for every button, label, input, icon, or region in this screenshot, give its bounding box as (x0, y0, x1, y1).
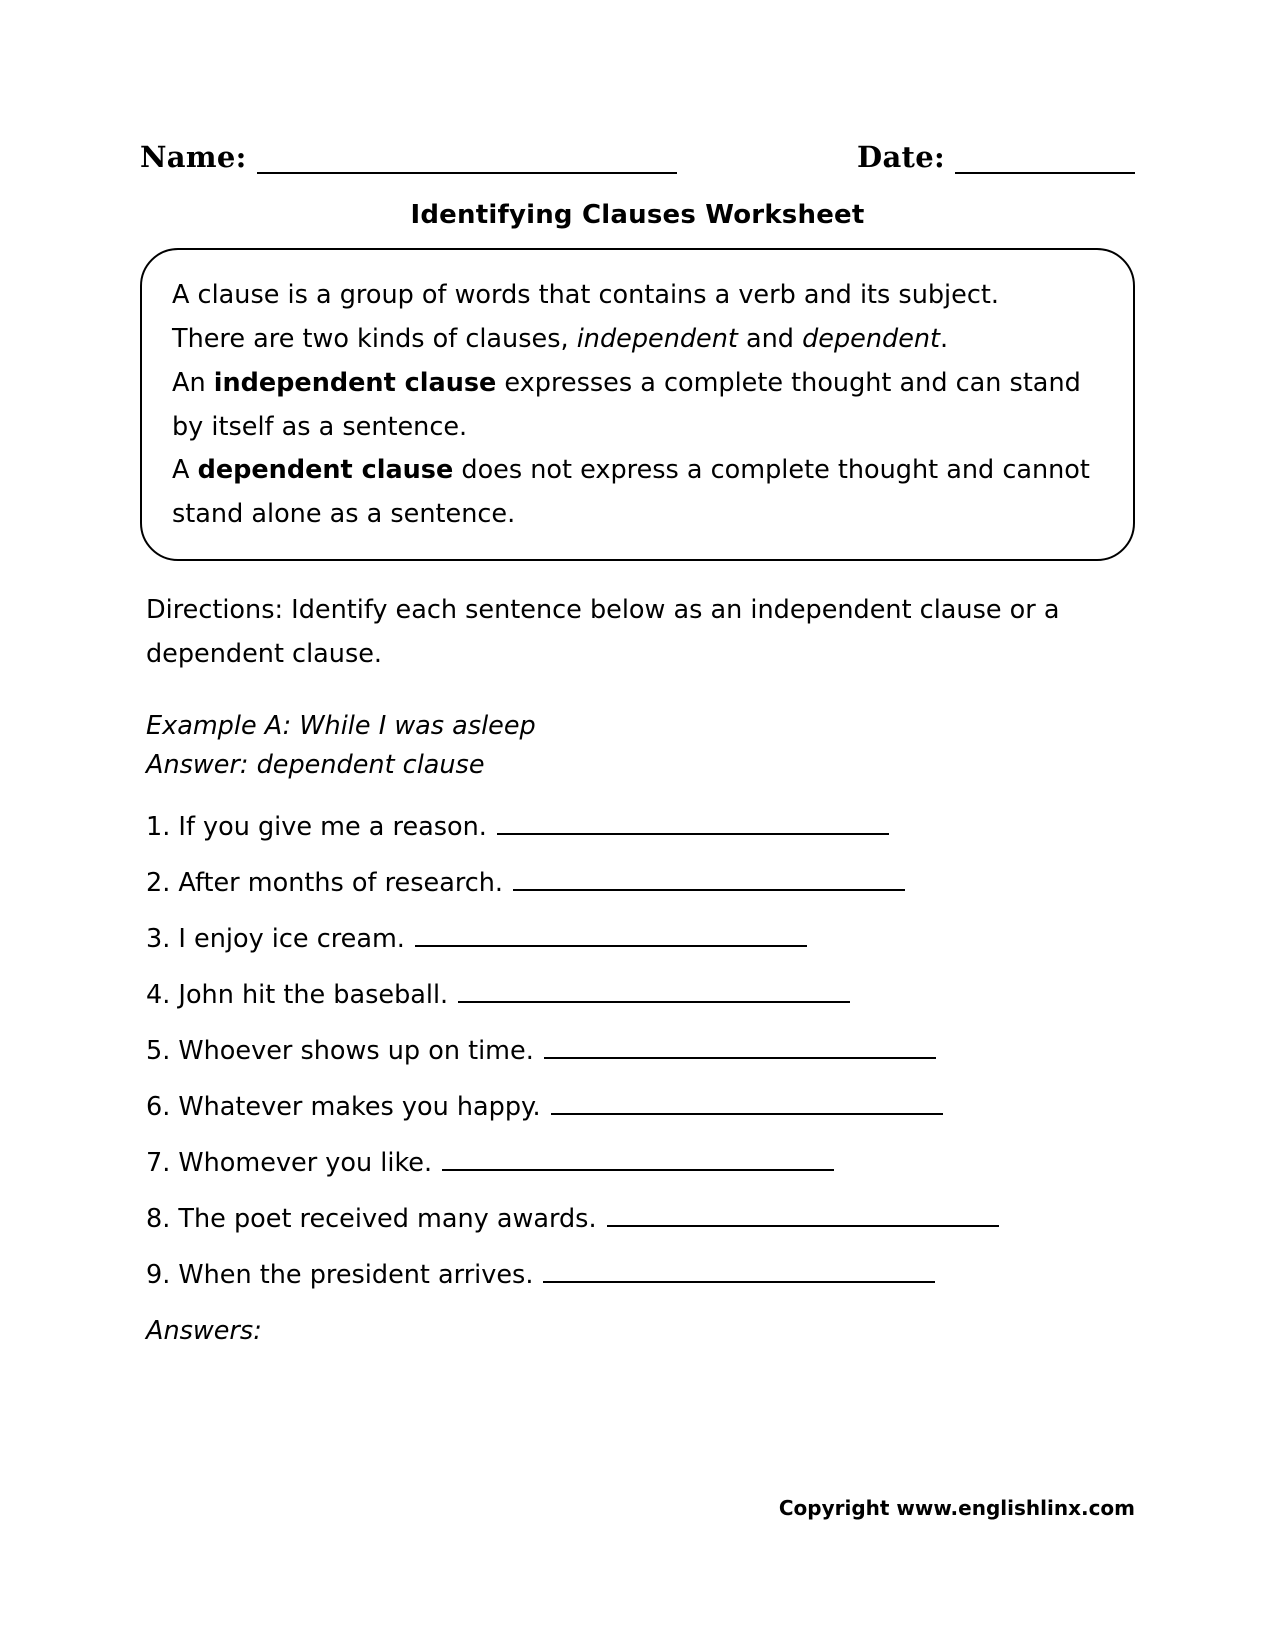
question-text: 3. I enjoy ice cream. (146, 923, 405, 954)
definition-line-2-part-c: and (737, 323, 803, 354)
question-answer-line[interactable] (551, 1093, 943, 1115)
question-text: 6. Whatever makes you happy. (146, 1091, 541, 1122)
question-item (146, 812, 1135, 842)
date-label: Date: (857, 140, 945, 174)
name-input-line[interactable] (257, 148, 677, 174)
definition-line-4-part-a: A (172, 455, 198, 486)
definition-term-dependent: dependent (802, 323, 941, 354)
question-item (146, 1204, 1135, 1234)
question-text: 1. If you give me a reason. (146, 811, 487, 842)
date-input-line[interactable] (955, 148, 1135, 174)
definition-bold-independent-clause: independent clause (213, 367, 497, 398)
question-item (146, 924, 1135, 954)
question-item (146, 1260, 1135, 1290)
question-text: 9. When the president arrives. (146, 1259, 534, 1290)
definition-line-3-part-c: expresses a complete thought and can stand by itself as a sentence. (172, 367, 1081, 442)
questions-list (140, 812, 1135, 1290)
definition-bold-dependent-clause: dependent clause (197, 455, 454, 486)
question-answer-line[interactable] (544, 1037, 936, 1059)
page-title: Identifying Clauses Worksheet (410, 200, 865, 230)
question-item (146, 1148, 1135, 1178)
question-text: 8. The poet received many awards. (146, 1203, 597, 1234)
definition-line-2-part-e: . (940, 323, 949, 354)
example-prompt: Example A: While I was asleep (146, 710, 536, 741)
question-answer-line[interactable] (415, 925, 807, 947)
definition-line-2-part-a: There are two kinds of clauses, (172, 323, 577, 354)
definition-line-3-part-a: An (172, 367, 214, 398)
name-label: Name: (140, 140, 247, 174)
definition-term-independent: independent (576, 323, 738, 354)
definition-line-1: A clause is a group of words that contains a verb and its subject. (172, 280, 999, 310)
question-text: 5. Whoever shows up on time. (146, 1035, 534, 1066)
example-answer: Answer: dependent clause (146, 750, 485, 781)
definition-line-4 (172, 449, 1103, 537)
definition-line-4-part-c: does not express a complete thought and cannot stand alone as a sentence. (172, 455, 1090, 530)
name-date-header (140, 0, 1135, 174)
definition-box (140, 248, 1135, 561)
question-item (146, 1092, 1135, 1122)
answers-label: Answers: (146, 1315, 262, 1346)
question-answer-line[interactable] (442, 1149, 834, 1171)
directions-text: Directions: Identify each sentence below as an independent clause or a dependent clause. (146, 595, 1060, 670)
question-item (146, 980, 1135, 1010)
definition-line-2 (172, 318, 1103, 362)
question-answer-line[interactable] (513, 869, 905, 891)
question-text: 2. After months of research. (146, 867, 504, 898)
question-answer-line[interactable] (607, 1205, 999, 1227)
question-item (146, 1036, 1135, 1066)
question-answer-line[interactable] (543, 1261, 935, 1283)
question-item (146, 868, 1135, 898)
question-text: 7. Whomever you like. (146, 1147, 433, 1178)
example-block (140, 707, 1135, 786)
definition-line-3 (172, 362, 1103, 450)
question-answer-line[interactable] (458, 981, 850, 1003)
question-answer-line[interactable] (497, 813, 889, 835)
question-text: 4. John hit the baseball. (146, 979, 449, 1010)
copyright-notice: Copyright www.englishlinx.com (778, 1496, 1135, 1520)
